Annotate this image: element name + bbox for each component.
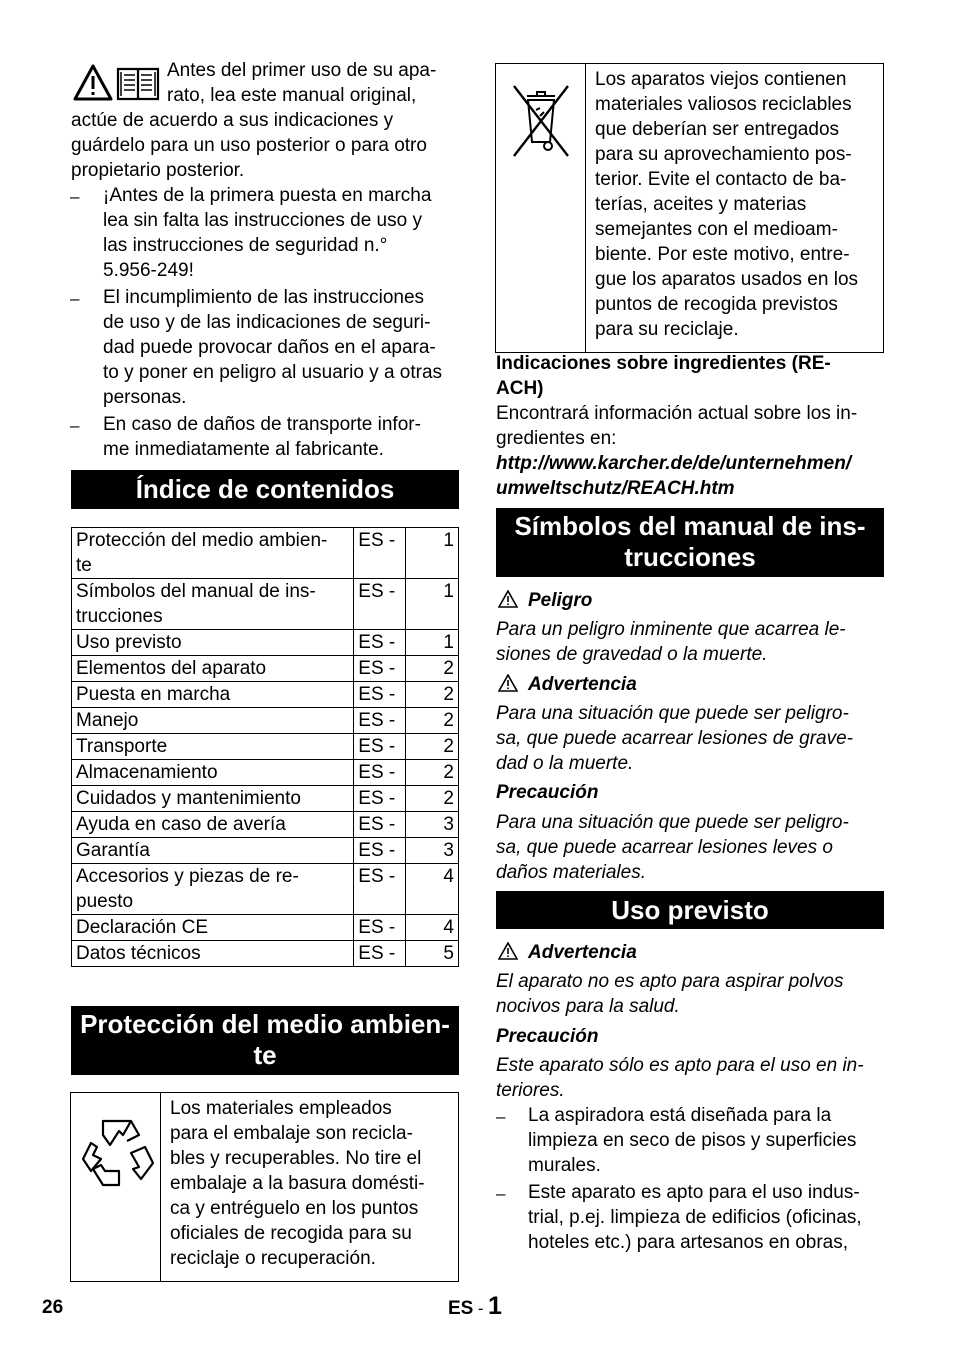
recycle-line: reciclaje o recuperación. xyxy=(170,1248,376,1269)
bullet-dash: – xyxy=(70,187,80,206)
crossed-bin-icon xyxy=(510,82,572,160)
advertencia-text: Para una situación que puede ser peligro- xyxy=(496,703,849,724)
reach-title: ACH) xyxy=(496,378,544,399)
bullet-line: 5.956-249! xyxy=(103,260,194,281)
toc-entry-page: 3 xyxy=(406,812,459,838)
symbols-heading-line: Símbolos del manual de ins- xyxy=(514,511,866,541)
toc-entry-prefix: ES - xyxy=(354,812,406,838)
toc-row[interactable] xyxy=(72,941,459,967)
toc-row[interactable] xyxy=(72,708,459,734)
uso-bullet-line: limpieza en seco de pisos y superficies xyxy=(528,1130,857,1151)
toc-entry-label xyxy=(72,812,354,838)
warning-icon xyxy=(498,942,518,965)
recycle-line: embalaje a la basura domésti- xyxy=(170,1173,425,1194)
toc-row[interactable] xyxy=(72,786,459,812)
recycle-line: bles y recuperables. No tire el xyxy=(170,1148,422,1169)
toc-entry-label xyxy=(72,786,354,812)
toc-label-line: trucciones xyxy=(76,606,163,627)
toc-entry-label xyxy=(72,656,354,682)
toc-row[interactable] xyxy=(72,864,459,915)
toc-entry-prefix: ES - xyxy=(354,708,406,734)
reach-title: Indicaciones sobre ingredientes (RE- xyxy=(496,353,831,374)
advertencia-text: sa, que puede acarrear lesiones de grave- xyxy=(496,728,854,749)
toc-label-line: Protección del medio ambien- xyxy=(76,530,328,551)
bullet-line: En caso de daños de transporte infor- xyxy=(103,414,421,435)
weee-line: puntos de recogida previstos xyxy=(595,294,838,315)
uso-advertencia-label: Advertencia xyxy=(528,942,637,963)
toc-entry-prefix: ES - xyxy=(354,682,406,708)
toc-entry-page: 2 xyxy=(406,682,459,708)
footer-section-number: 1 xyxy=(487,1292,502,1320)
toc-label-line: Símbolos del manual de ins- xyxy=(76,581,316,602)
toc-row[interactable] xyxy=(72,579,459,630)
weee-line: para su aprovechamiento pos- xyxy=(595,144,852,165)
uso-bullet-line: Este aparato es apto para el uso indus- xyxy=(528,1182,860,1203)
toc-entry-label xyxy=(72,838,354,864)
symbols-heading xyxy=(496,508,884,577)
toc-label-line: Datos técnicos xyxy=(76,943,201,964)
toc-entry-prefix: ES - xyxy=(354,864,406,915)
toc-label-line: Ayuda en caso de avería xyxy=(76,814,286,835)
toc-entry-page: 2 xyxy=(406,708,459,734)
toc-entry-prefix: ES - xyxy=(354,915,406,941)
page-number: 26 xyxy=(42,1297,64,1318)
intro-line: propietario posterior. xyxy=(71,160,245,181)
toc-entry-page: 2 xyxy=(406,656,459,682)
intro-line: Antes del primer uso de su apa- xyxy=(167,60,437,81)
toc-entry-label xyxy=(72,708,354,734)
bullet-line: to y poner en peligro al usuario y a otras xyxy=(103,362,443,383)
toc-entry-page: 1 xyxy=(406,579,459,630)
toc-row[interactable] xyxy=(72,838,459,864)
env-heading-line: te xyxy=(253,1040,277,1070)
bullet-line: lea sin falta las instrucciones de uso y xyxy=(103,210,422,231)
toc-label-line: Transporte xyxy=(76,736,168,757)
precaucion-text: sa, que puede acarrear lesiones leves o xyxy=(496,837,833,858)
uso-bullet-line: murales. xyxy=(528,1155,601,1176)
toc-label-line: puesto xyxy=(76,891,134,912)
uso-advertencia-text: nocivos para la salud. xyxy=(496,996,680,1017)
reach-url-link[interactable]: umweltschutz/REACH.htm xyxy=(496,478,735,499)
toc-entry-prefix: ES - xyxy=(354,528,406,579)
toc-label-line: Cuidados y mantenimiento xyxy=(76,788,301,809)
weee-line: que deberían ser entregados xyxy=(595,119,840,140)
bullet-line: ¡Antes de la primera puesta en marcha xyxy=(103,185,432,206)
recycle-line: oficiales de recogida para su xyxy=(170,1223,412,1244)
reach-url-link[interactable]: http://www.karcher.de/de/unternehmen/ xyxy=(496,453,852,474)
intro-line: rato, lea este manual original, xyxy=(167,85,417,106)
intro-line: guárdelo para un uso posterior o para otro xyxy=(71,135,427,156)
bullet-line: me inmediatamente al fabricante. xyxy=(103,439,384,460)
toc-entry-label xyxy=(72,682,354,708)
warning-icon xyxy=(498,590,518,613)
toc-entry-label xyxy=(72,528,354,579)
advertencia-text: dad o la muerte. xyxy=(496,753,634,774)
toc-entry-label xyxy=(72,579,354,630)
bullet-dash: – xyxy=(496,1184,506,1203)
uso-bullet-line: hoteles etc.) para artesanos en obras, xyxy=(528,1232,849,1253)
toc-label-line: Accesorios y piezas de re- xyxy=(76,866,299,887)
toc-row[interactable] xyxy=(72,682,459,708)
weee-line: biente. Por este motivo, entre- xyxy=(595,244,850,265)
toc-entry-label xyxy=(72,915,354,941)
toc-entry-label xyxy=(72,941,354,967)
toc-label-line: Declaración CE xyxy=(76,917,208,938)
recycle-line: para el embalaje son recicla- xyxy=(170,1123,413,1144)
uso-precaucion-label: Precaución xyxy=(496,1026,599,1047)
toc-entry-label xyxy=(72,864,354,915)
toc-table xyxy=(71,527,459,967)
footer-section-label xyxy=(448,1292,502,1321)
toc-row[interactable] xyxy=(72,760,459,786)
recycle-line: ca y entréguelo en los puntos xyxy=(170,1198,419,1219)
toc-entry-prefix: ES - xyxy=(354,786,406,812)
toc-row[interactable] xyxy=(72,915,459,941)
toc-row[interactable] xyxy=(72,630,459,656)
intro-line: actúe de acuerdo a sus indicaciones y xyxy=(71,110,394,131)
toc-entry-page: 2 xyxy=(406,786,459,812)
precaucion-text: Para una situación que puede ser peligro- xyxy=(496,812,849,833)
warning-icon xyxy=(498,674,518,697)
toc-entry-label xyxy=(72,760,354,786)
weee-line: para su reciclaje. xyxy=(595,319,739,340)
toc-entry-label xyxy=(72,630,354,656)
uso-bullet-line: trial, p.ej. limpieza de edificios (oficinas, xyxy=(528,1207,862,1228)
precaucion-label: Precaución xyxy=(496,782,599,803)
toc-row[interactable] xyxy=(72,734,459,760)
uso-precaucion-text: Este aparato sólo es apto para el uso en in- xyxy=(496,1055,864,1076)
advertencia-label: Advertencia xyxy=(528,674,637,695)
toc-label-line: Puesta en marcha xyxy=(76,684,231,705)
bullet-line: personas. xyxy=(103,387,187,408)
toc-entry-page: 1 xyxy=(406,630,459,656)
toc-entry-page: 2 xyxy=(406,734,459,760)
bullet-dash: – xyxy=(70,289,80,308)
toc-entry-prefix: ES - xyxy=(354,579,406,630)
toc-row[interactable] xyxy=(72,528,459,579)
bullet-line: de uso y de las indicaciones de seguri- xyxy=(103,312,431,333)
recycle-icon xyxy=(79,1113,155,1189)
toc-entry-prefix: ES - xyxy=(354,760,406,786)
env-heading xyxy=(71,1006,459,1075)
toc-label-line: te xyxy=(76,555,92,576)
bullet-dash: – xyxy=(70,416,80,435)
uso-heading: Uso previsto xyxy=(496,891,884,929)
toc-row[interactable] xyxy=(72,656,459,682)
toc-entry-prefix: ES - xyxy=(354,838,406,864)
toc-entry-label xyxy=(72,734,354,760)
peligro-text: Para un peligro inminente que acarrea le- xyxy=(496,619,846,640)
toc-label-line: Elementos del aparato xyxy=(76,658,267,679)
uso-advertencia-text: El aparato no es apto para aspirar polvos xyxy=(496,971,844,992)
toc-label-line: Manejo xyxy=(76,710,139,731)
recycle-box xyxy=(70,1092,459,1282)
weee-box xyxy=(495,63,884,353)
bullet-line: dad puede provocar daños en el apara- xyxy=(103,337,436,358)
uso-precaucion-text: teriores. xyxy=(496,1080,565,1101)
toc-entry-page: 3 xyxy=(406,838,459,864)
recycle-line: Los materiales empleados xyxy=(170,1098,392,1119)
toc-entry-prefix: ES - xyxy=(354,656,406,682)
weee-line: terior. Evite el contacto de ba- xyxy=(595,169,847,190)
toc-entry-prefix: ES - xyxy=(354,734,406,760)
footer-lang: ES xyxy=(448,1298,474,1319)
toc-heading: Índice de contenidos xyxy=(71,470,459,509)
bullet-line: las instrucciones de seguridad n.° xyxy=(103,235,388,256)
reach-text: gredientes en: xyxy=(496,428,617,449)
warning-book-icon xyxy=(72,63,162,103)
weee-line: Los aparatos viejos contienen xyxy=(595,69,847,90)
symbols-heading-line: trucciones xyxy=(624,542,756,572)
toc-entry-page: 5 xyxy=(406,941,459,967)
toc-label-line: Garantía xyxy=(76,840,150,861)
bullet-dash: – xyxy=(496,1107,506,1126)
footer-sep: - xyxy=(477,1299,484,1318)
env-heading-line: Protección del medio ambien- xyxy=(80,1009,450,1039)
peligro-label: Peligro xyxy=(528,590,593,611)
bullet-line: El incumplimiento de las instrucciones xyxy=(103,287,425,308)
toc-label-line: Uso previsto xyxy=(76,632,182,653)
toc-row[interactable] xyxy=(72,812,459,838)
toc-entry-page: 4 xyxy=(406,915,459,941)
toc-entry-page: 4 xyxy=(406,864,459,915)
toc-entry-page: 2 xyxy=(406,760,459,786)
weee-line: gue los aparatos usados en los xyxy=(595,269,859,290)
toc-label-line: Almacenamiento xyxy=(76,762,218,783)
reach-text: Encontrará información actual sobre los in- xyxy=(496,403,858,424)
uso-bullet-line: La aspiradora está diseñada para la xyxy=(528,1105,832,1126)
weee-line: semejantes con el medioam- xyxy=(595,219,838,240)
toc-entry-prefix: ES - xyxy=(354,630,406,656)
toc-entry-prefix: ES - xyxy=(354,941,406,967)
peligro-text: siones de gravedad o la muerte. xyxy=(496,644,768,665)
precaucion-text: daños materiales. xyxy=(496,862,646,883)
toc-entry-page: 1 xyxy=(406,528,459,579)
weee-line: terías, aceites y materias xyxy=(595,194,807,215)
weee-line: materiales valiosos reciclables xyxy=(595,94,852,115)
